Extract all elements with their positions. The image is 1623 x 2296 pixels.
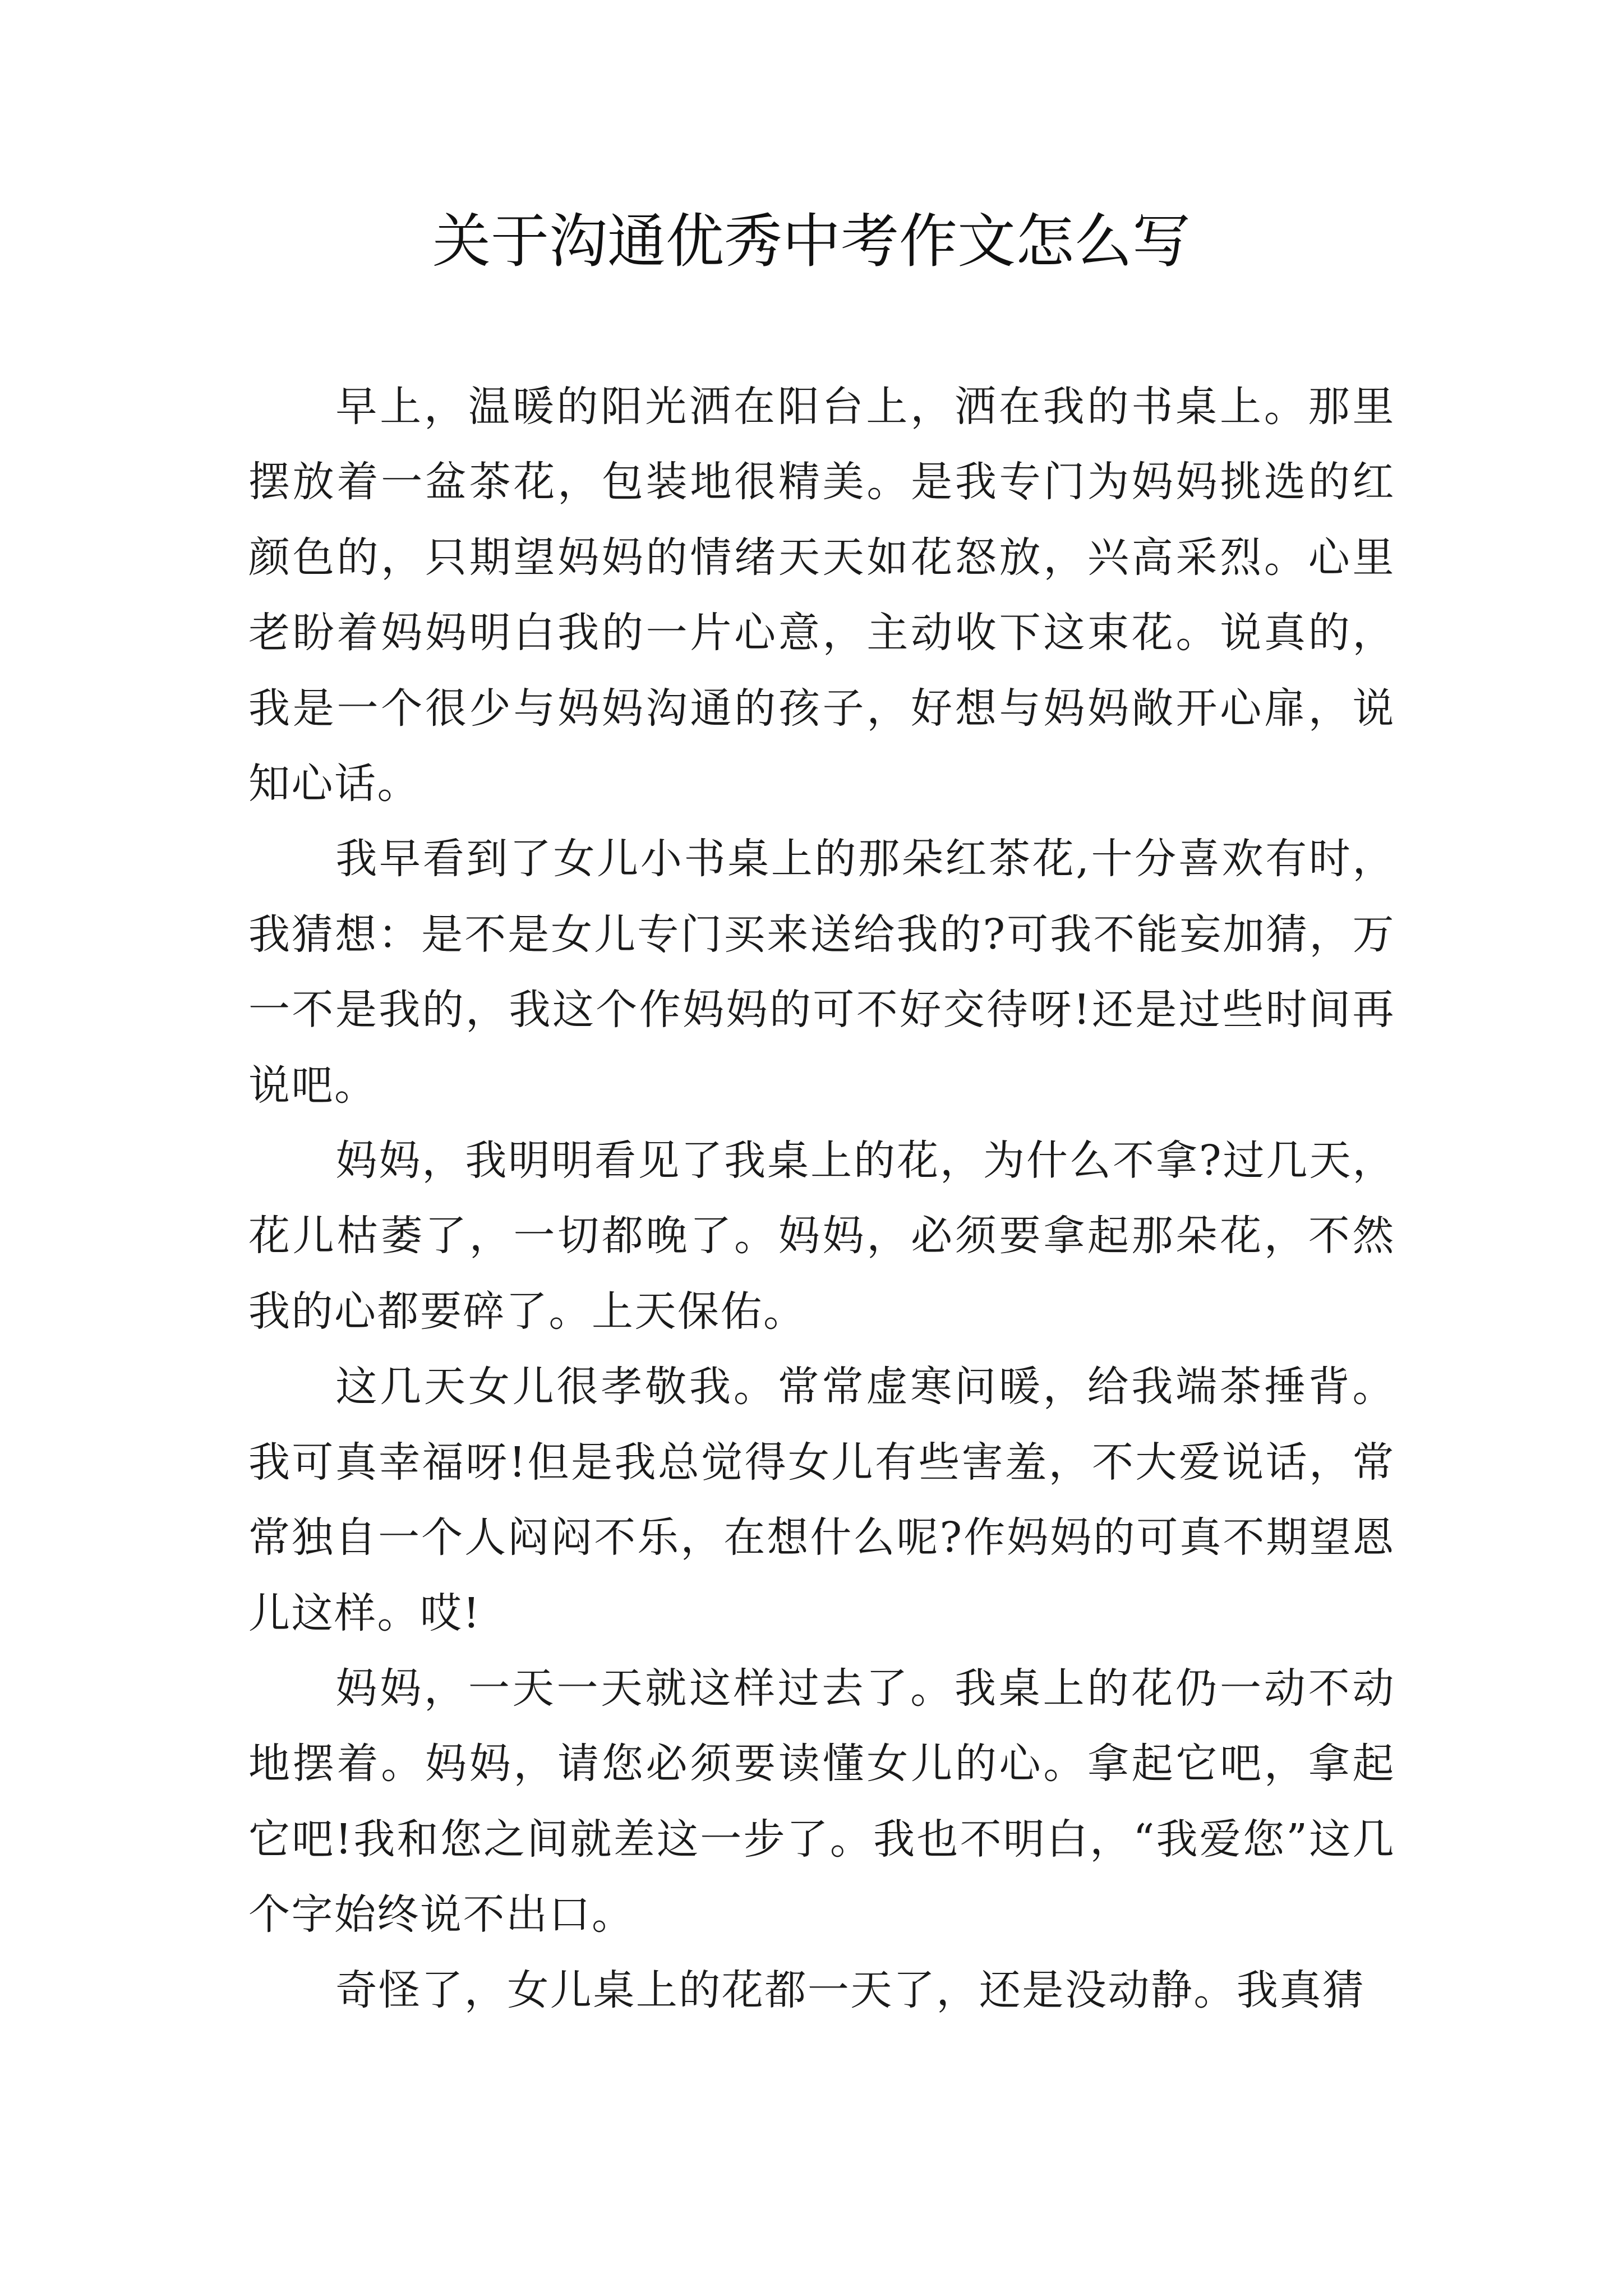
paragraph-6: 奇怪了，女儿桌上的花都一天了，还是没动静。我真猜 [335, 1966, 1366, 2014]
paragraph-3: 妈妈，我明明看见了我桌上的花，为什么不拿?过几天，花儿枯萎了，一切都晚了。妈妈，必须要拿起那朵花，不然我的心都要碎了。上天保佑。 [248, 1137, 1395, 1336]
paragraph-1: 早上，温暖的阳光洒在阳台上，洒在我的书桌上。那里摆放着一盆茶花，包装地很精美。是我专门为妈妈挑选的红颜色的，只期望妈妈的情绪天天如花怒放，兴高采烈。心里老盼着妈妈明白我的一片心意，主动收下这束花。说真的，我是一个很少与妈妈沟通的孩子，好想与妈妈敞开心扉，说知心话。 [248, 383, 1395, 808]
paragraph-4: 这几天女儿很孝敬我。常常虚寒问暖，给我端茶捶背。我可真幸福呀!但是我总觉得女儿有些害羞，不大爱说话，常常独自一个人闷闷不乐，在想什么呢?作妈妈的可真不期望恩儿这样。哎! [248, 1363, 1395, 1637]
document-title: 关于沟通优秀中考作文怎么写 [432, 207, 1191, 275]
document-body [248, 369, 1395, 2028]
paragraph-2: 我早看到了女儿小书桌上的那朵红茶花,十分喜欢有时，我猜想：是不是女儿专门买来送给我的?可我不能妄加猜，万一不是我的，我这个作妈妈的可不好交待呀!还是过些时间再说吧。 [248, 835, 1395, 1110]
paragraph-5: 妈妈，一天一天就这样过去了。我桌上的花仍一动不动地摆着。妈妈，请您必须要读懂女儿的心。拿起它吧，拿起它吧!我和您之间就差这一步了。我也不明白，“我爱您”这几个字始终说不出口。 [248, 1664, 1395, 1939]
